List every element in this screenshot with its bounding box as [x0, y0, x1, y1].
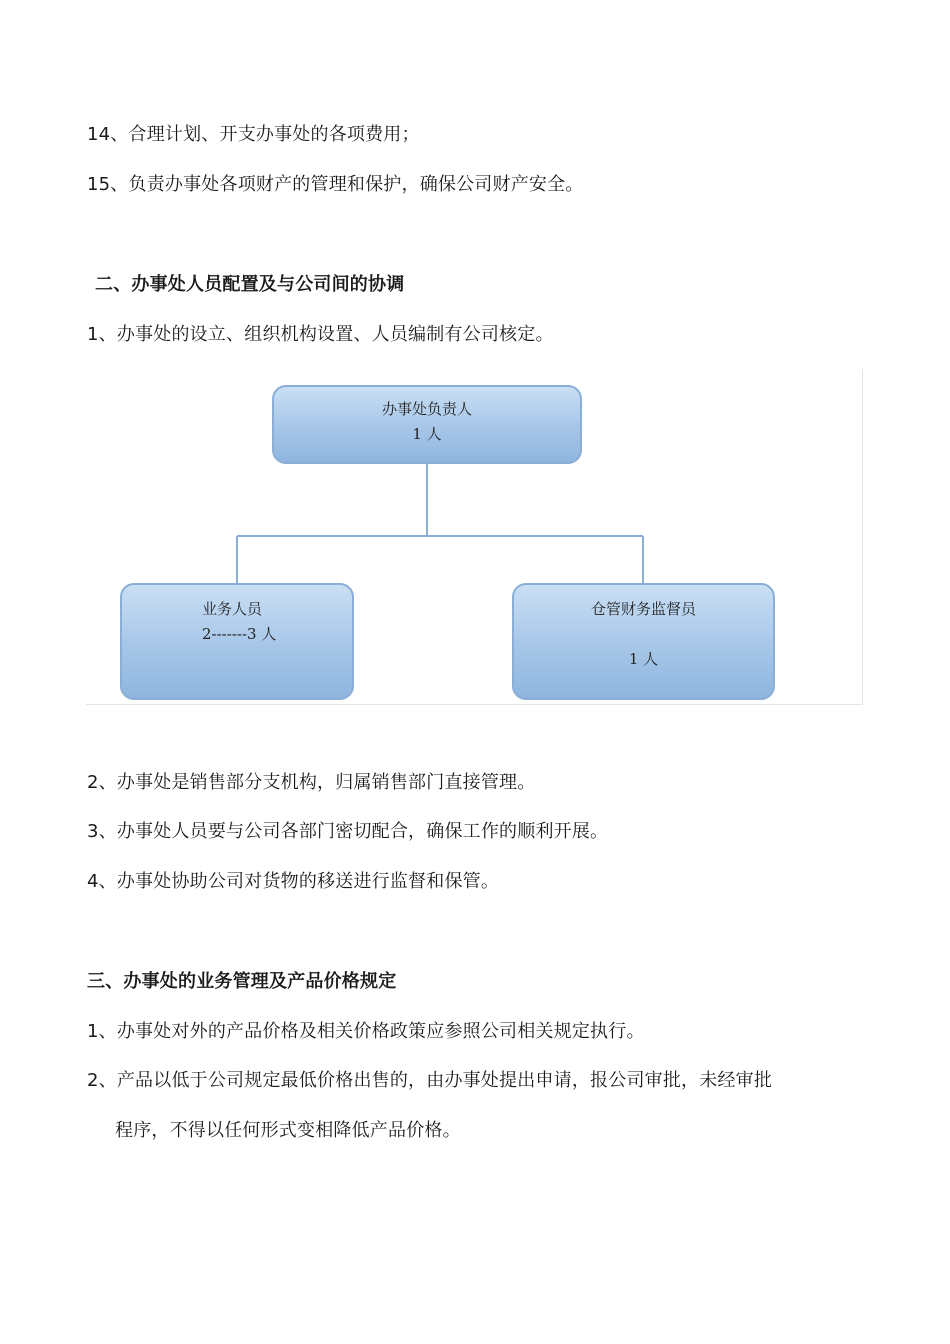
section-3-heading: 三、办事处的业务管理及产品价格规定	[87, 971, 397, 992]
org-node-sales-count: 2-------3 人	[202, 625, 277, 643]
org-node-head	[272, 385, 582, 464]
org-node-head-count: 1 人	[412, 425, 442, 443]
org-node-warehouse-count: 1 人	[628, 650, 659, 668]
section-2-item-3: 3、办事处人员要与公司各部门密切配合，确保工作的顺利开展。	[87, 821, 609, 842]
section-2-item-2: 2、办事处是销售部分支机构，归属销售部门直接管理。	[87, 772, 536, 793]
section-2-item-4: 4、办事处协助公司对货物的移送进行监督和保管。	[87, 871, 500, 892]
org-node-warehouse-title: 仓管财务监督员	[590, 600, 696, 618]
section-2-heading: 二、办事处人员配置及与公司间的协调	[95, 274, 405, 295]
item-15: 15、负责办事处各项财产的管理和保护，确保公司财产安全。	[87, 174, 584, 195]
section-3-item-2: 2、产品以低于公司规定最低价格出售的，由办事处提出申请，报公司审批，未经审批	[87, 1070, 773, 1091]
org-chart	[86, 369, 863, 705]
section-3-item-1: 1、办事处对外的产品价格及相关价格政策应参照公司相关规定执行。	[87, 1021, 645, 1042]
org-node-sales	[120, 583, 354, 700]
section-2-item-1: 1、办事处的设立、组织机构设置、人员编制有公司核定。	[87, 324, 554, 345]
org-node-sales-title: 业务人员	[202, 600, 263, 618]
org-node-head-title: 办事处负责人	[381, 400, 472, 418]
item-14: 14、合理计划、开支办事处的各项费用；	[87, 124, 420, 145]
section-3-item-2-continued: 程序，不得以任何形式变相降低产品价格。	[115, 1120, 461, 1141]
org-node-warehouse	[512, 583, 775, 700]
